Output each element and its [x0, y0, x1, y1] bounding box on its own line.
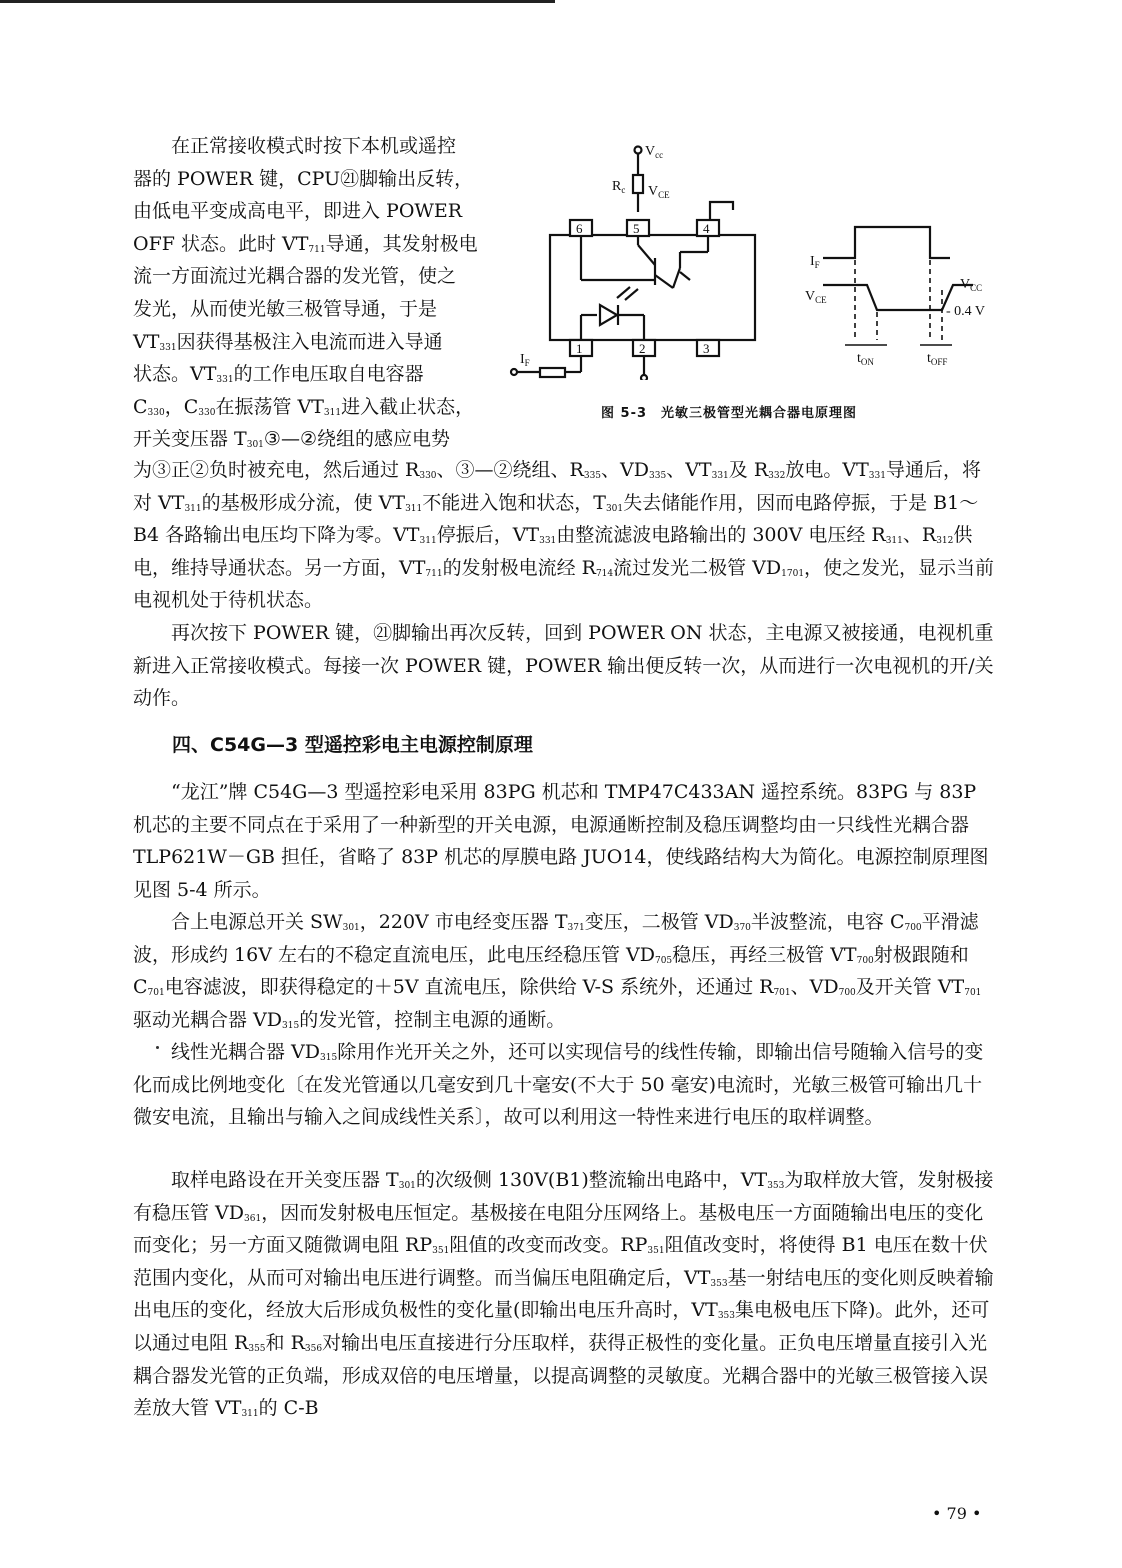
paragraph-2: 再次按下 POWER 键，㉑脚输出再次反转，回到 POWER ON 状态，主电源又被接通，电视机重新进入正常接收模式。每接一次 POWER 键，POWER 输出便反转一次，从而进行一次电视机的开/关动作。 — [133, 622, 994, 710]
paragraph-1-lines — [133, 130, 513, 456]
wave-label-vce: $V_{CE}$ — [805, 289, 827, 305]
p1-line-2: 器的 POWER 键，CPU㉑脚输出反转， — [133, 167, 474, 190]
pin-4-label: 4 — [703, 221, 710, 236]
p1-line-6: 发光，从而使光敏三极管导通，于是 — [133, 297, 438, 320]
p1-line-9: $C_{330}$，$C_{330}$在振荡管 $VT_{311}$进入截止状态， — [133, 395, 475, 418]
label-vcc: $V_{cc}$ — [645, 144, 664, 160]
p1-line-3: 由低电平变成高电平，即进入 POWER — [133, 200, 463, 223]
top-rule — [0, 0, 555, 3]
paragraph-4: 合上电源总开关 $SW_{301}$，220V 市电经变压器 $T_{371}$变压，二极管 $VD_{370}$半波整流，电容 $C_{700}$平滑滤波，形成约 16V 左右的不稳定直流电压，此电压经稳压管 $VD_{705}$稳压，再经三极管 $VT_{700}$射极跟随和 $C_{701}$电容滤波，即获得稳定的＋5V 直流电压，除供给 V-S 系统外，还通过 $R_{701}$、$VD_{700}$及开关管 $VT_{701}$驱动光耦合器 $VD_{315}$的发光管，控制主电源的通断。 — [133, 911, 982, 1031]
paragraph-1-continued: 为③正②负时被充电，然后通过 $R_{330}$、③—②绕组、$R_{335}$、$VD_{335}$、$VT_{331}$及 $R_{332}$放电。$VT_{331}$导通后，将对 $VT_{311}$的基极形成分流，使 $VT_{311}$不能进入饱和状态，$T_{301}$失去储能作用，因而电路停振，于是 B1～B4 各路输出电压均下降为零。$VT_{311}$停振后，$VT_{331}$由整流滤波电路输出的 300V 电压经 $R_{311}$、$R_{312}$供电，维持导通状态。另一方面，$VT_{711}$的发射极电流经 $R_{714}$流过发光二极管 $VD_{1701}$，使之发光，显示当前电视机处于待机状态。 — [133, 459, 995, 612]
figure-caption: 图 5-3 光敏三极管型光耦合器电原理图 — [601, 406, 858, 421]
label-if-input: $I_F$ — [520, 352, 530, 368]
wave-label-ton: $t_{ON}$ — [857, 351, 874, 367]
p1-line-1: 在正常接收模式时按下本机或遥控 — [171, 135, 457, 157]
pin-6-label: 6 — [576, 221, 583, 236]
section-heading: 四、C54G—3 型遥控彩电主电源控制原理 — [172, 734, 533, 756]
paragraph-6: 取样电路设在开关变压器 $T_{301}$的次级侧 130V(B1)整流输出电路中，$VT_{353}$为取样放大管，发射极接有稳压管 $VD_{361}$，因而发射极电压恒定。基极接在电阻分压网络上。基极电压一方面随输出电压的变化而变化；另一方面又随微调电阻 $RP_{351}$阻值的改变而改变。$RP_{351}$阻值改变时，将使得 B1 电压在数十伏范围内变化，从而可对输出电压进行调整。而当偏压电阻确定后，$VT_{353}$基一射结电压的变化则反映着输出电压的变化，经放大后形成负极性的变化量(即输出电压升高时，$VT_{353}$集电极电压下降)。此外，还可以通过电阻 $R_{355}$和 $R_{356}$对输出电压直接进行分压取样，获得正极性的变化量。正负电压增量直接引入光耦合器发光管的正负端，形成双倍的电压增量，以提高调整的灵敏度。光耦合器中的光敏三极管接入误差放大管 $VT_{311}$的 C-B — [133, 1169, 994, 1420]
wave-label-low: - 0.4 V — [946, 304, 986, 319]
label-vce: $V_{CE}$ — [648, 184, 670, 200]
wave-label-vcc: $V_{CC}$ — [960, 277, 983, 293]
p1-line-4: OFF 状态。此时 $VT_{711}$导通，其发射极电 — [133, 232, 478, 255]
paragraph-5: 线性光耦合器 $VD_{315}$除用作光开关之外，还可以实现信号的线性传输，即输出信号随输入信号的变化而成比例地变化〔在发光管通以几毫安到几十毫安(不大于 50 毫安)电流时，光敏三极管可输出几十微安电流，且输出与输入之间成线性关系〕，故可以利用这一特性来进行电压的取样调整。 — [133, 1041, 984, 1129]
p1-line-7: $VT_{331}$因获得基极注入电流而进入导通 — [133, 330, 443, 353]
wave-label-if: $I_F$ — [810, 254, 820, 270]
pin-2-label: 2 — [639, 341, 646, 356]
label-rc: $R_c$ — [612, 179, 626, 195]
pin-3-label: 3 — [703, 341, 710, 356]
p1-line-8: 状态。$VT_{331}$的工作电压取自电容器 — [133, 363, 424, 386]
paragraph-3: “龙江”牌 C54G—3 型遥控彩电采用 83PG 机芯和 TMP47C433AN 遥控系统。83PG 与 83P 机芯的主要不同点在于采用了一种新型的开关电源，电源通断控制及稳压调整均由一只线性光耦合器 TLP621W－GB 担任，省略了 83P 机芯的厚膜电路 JUO14，使线路结构大为简化。电源控制原理图见图 5-4 所示。 — [133, 781, 989, 901]
pin-5-label: 5 — [633, 221, 640, 236]
page-number: • 79 • — [932, 1504, 982, 1523]
p1-line-10: 开关变压器 $T_{301}③—②$绕组的感应电势 — [133, 428, 450, 451]
optocoupler-figure — [505, 140, 1005, 380]
wave-label-toff: $t_{OFF}$ — [927, 351, 948, 367]
pin-1-label: 1 — [576, 341, 583, 356]
p1-line-5: 流一方面流过光耦合器的发光管，使之 — [133, 265, 457, 288]
